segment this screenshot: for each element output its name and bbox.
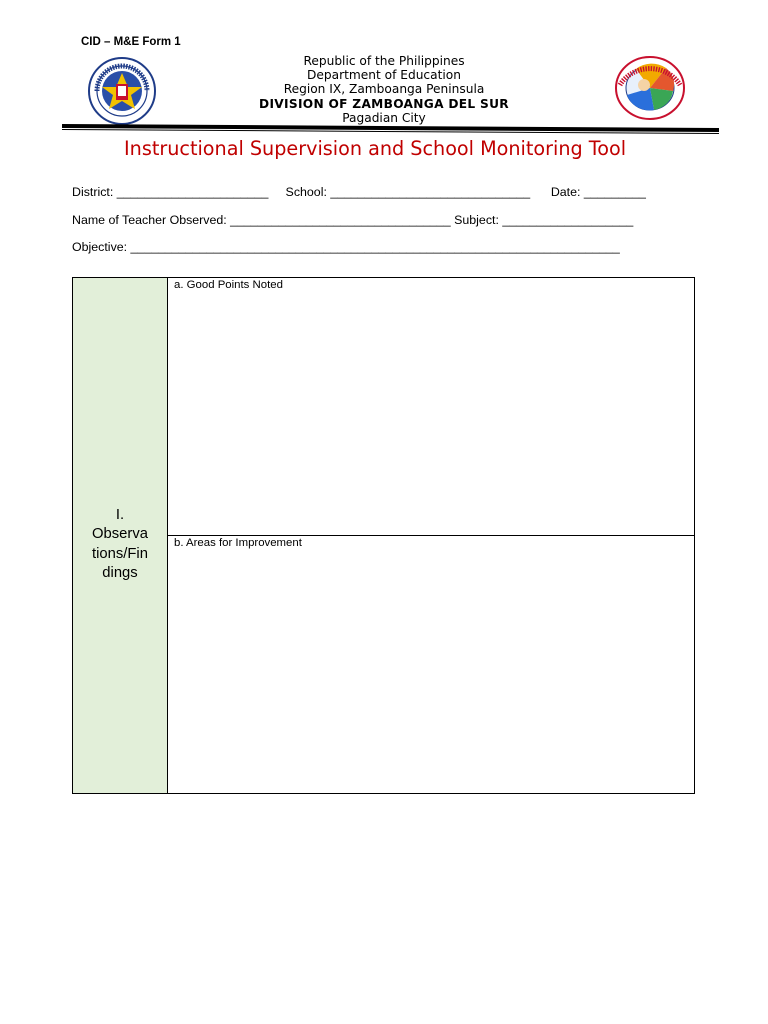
observations-table <box>72 277 695 794</box>
deped-seal-logo <box>87 56 157 126</box>
areas-for-improvement-cell[interactable] <box>168 536 694 793</box>
division-seal-logo <box>614 55 686 121</box>
agency-header <box>184 54 584 125</box>
observations-label-cell <box>73 278 168 793</box>
good-points-label: a. Good Points Noted <box>174 279 283 291</box>
teacher-subject-line[interactable]: Name of Teacher Observed: ________________________________ Subject: ___________________ <box>72 213 634 227</box>
areas-for-improvement-label: b. Areas for Improvement <box>174 537 302 549</box>
agency-line-department: Department of Education <box>307 68 461 83</box>
form-code: CID – M&E Form 1 <box>81 36 181 48</box>
agency-line-city: Pagadian City <box>342 110 426 125</box>
objective-line[interactable]: Objective: _______________________________________________________________________ <box>72 240 620 254</box>
agency-line-division: DIVISION OF ZAMBOANGA DEL SUR <box>259 96 509 111</box>
good-points-cell[interactable] <box>168 278 694 536</box>
observations-section-label: I. Observa tions/Fin dings <box>92 506 148 581</box>
agency-line-republic: Republic of the Philippines <box>303 54 465 68</box>
district-school-date-line[interactable]: District: ______________________ School: _____________________________ Date: _________ <box>72 185 646 199</box>
document-title: Instructional Supervision and School Monitoring Tool <box>124 137 627 160</box>
header-divider <box>62 124 719 135</box>
agency-line-region: Region IX, Zamboanga Peninsula <box>283 82 485 97</box>
